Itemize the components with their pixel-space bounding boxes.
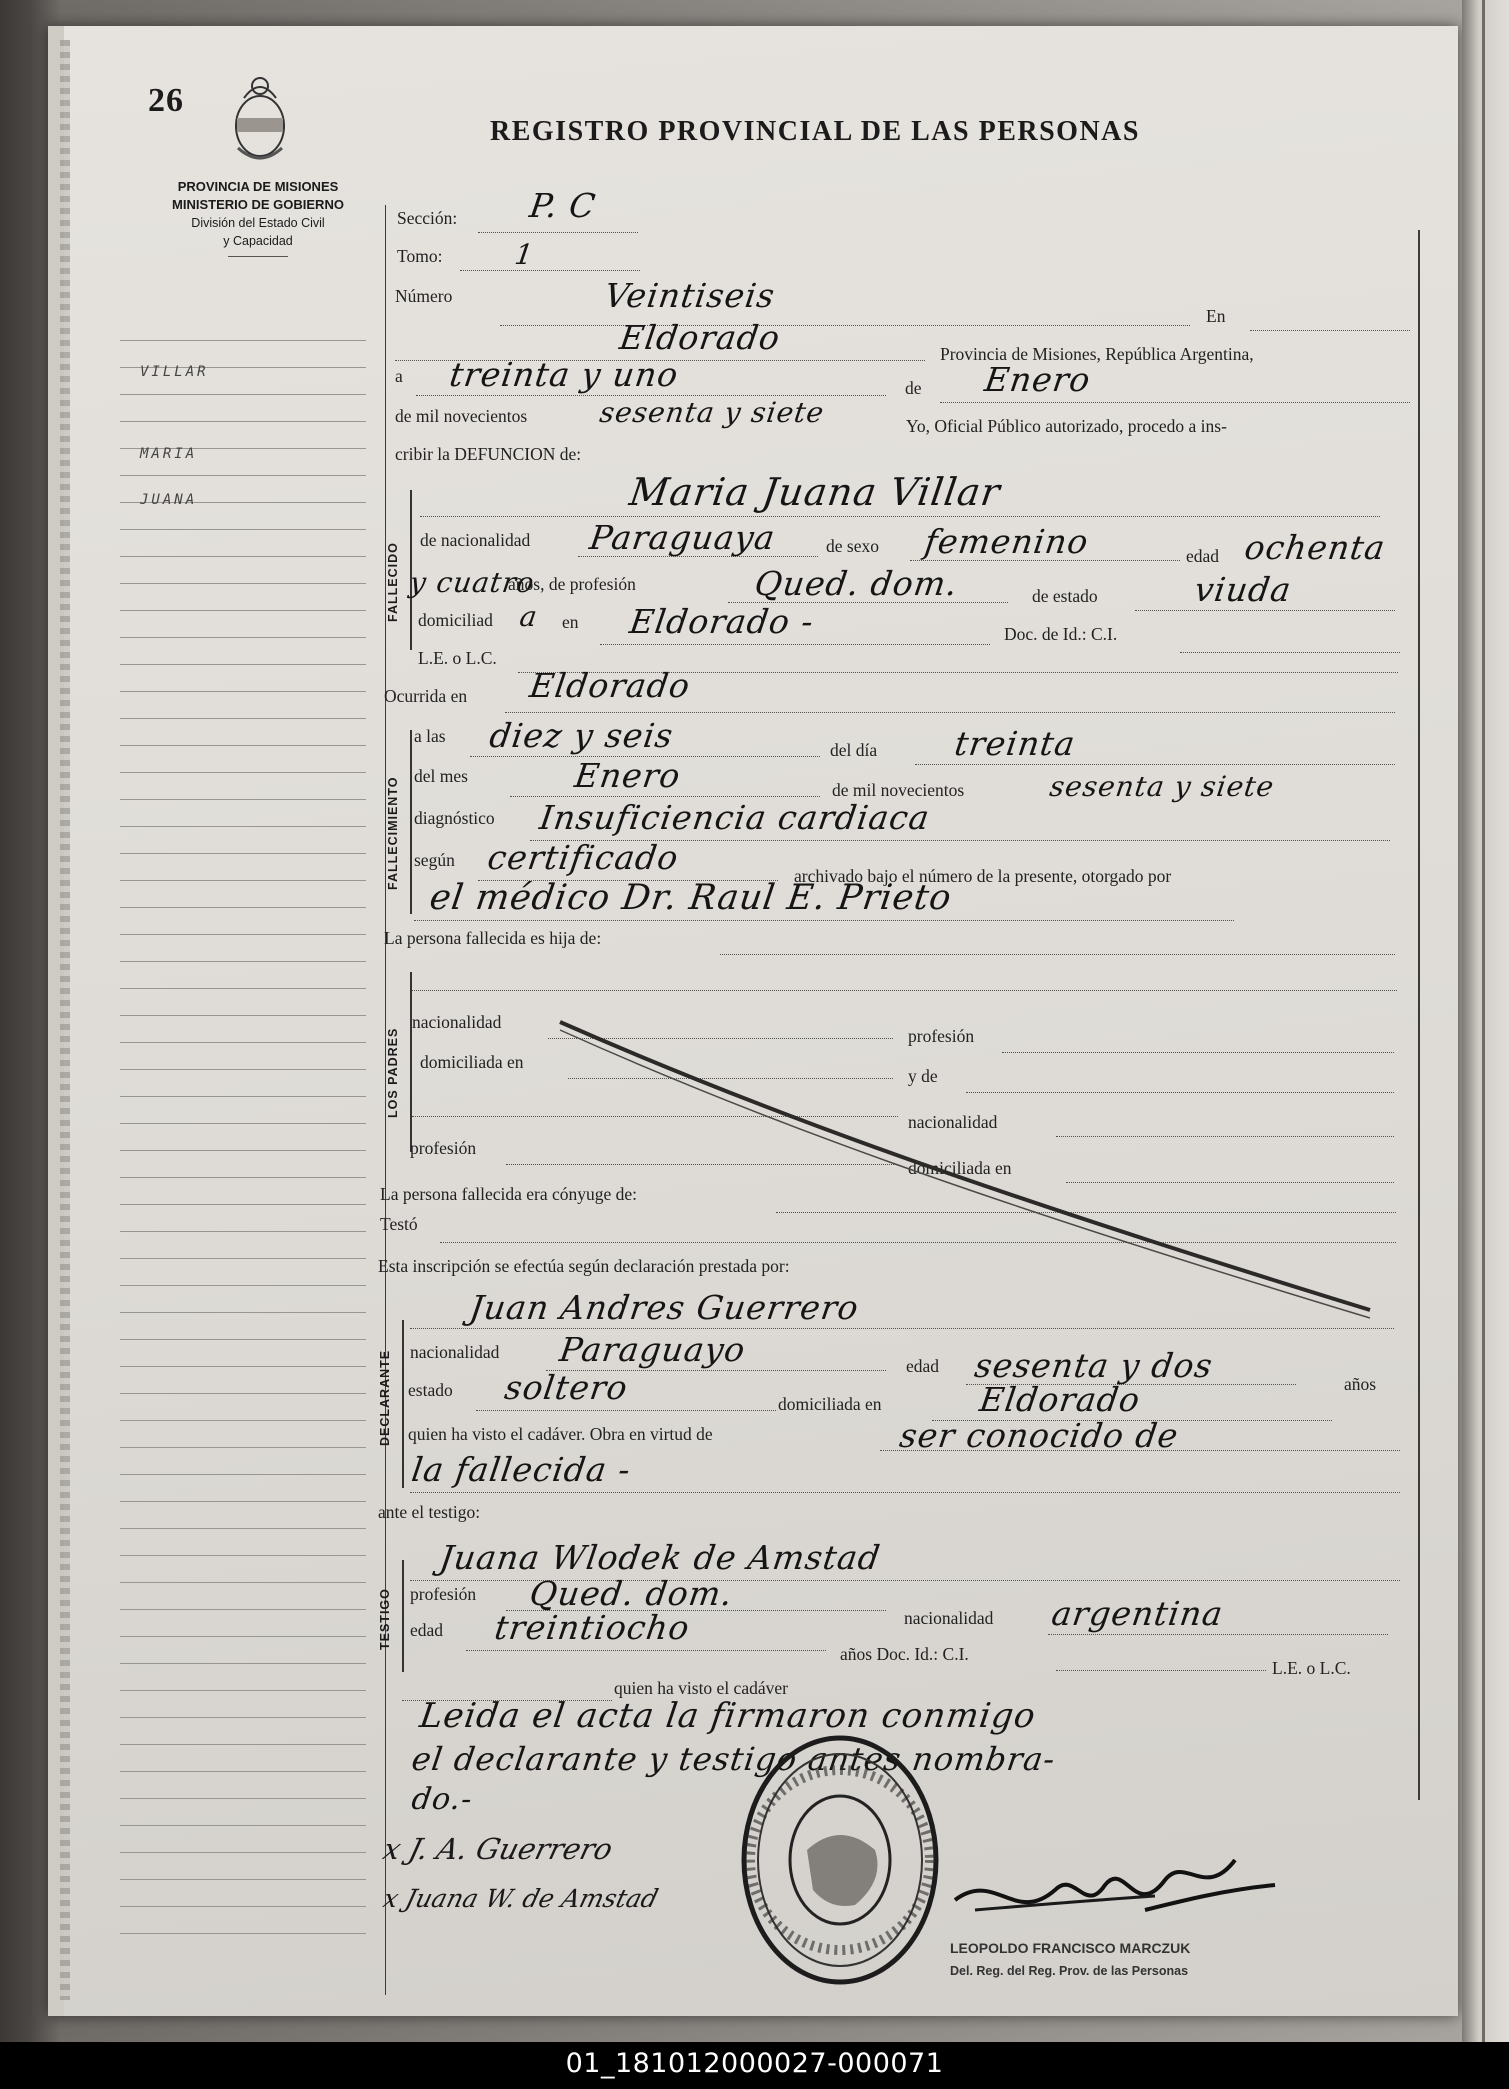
value-domicilio: Eldorado - xyxy=(627,602,817,641)
witness-signature: x Juana W. de Amstad xyxy=(380,1884,662,1913)
value-declarante-virtud-cont: la fallecida - xyxy=(409,1450,634,1489)
image-caption: 01_181012000027-000071 xyxy=(565,2048,944,2079)
value-segun: certificado xyxy=(485,838,682,877)
dots xyxy=(410,1328,1394,1329)
office-line: y Capacidad xyxy=(223,234,293,248)
value-testigo-profesion: Qued. dom. xyxy=(527,1574,736,1613)
label-edad-declarante: edad xyxy=(906,1356,940,1376)
label-visto-testigo: quien ha visto el cadáver xyxy=(614,1678,788,1698)
value-edad: ochenta xyxy=(1242,528,1389,567)
label-ante-testigo: ante el testigo: xyxy=(378,1502,481,1522)
value-declarante-nacionalidad: Paraguayo xyxy=(557,1330,749,1369)
folio-number: 26 xyxy=(148,82,184,119)
value-lugar: Eldorado xyxy=(617,318,783,357)
value-testigo-nacionalidad: argentina xyxy=(1049,1594,1226,1633)
label-nacionalidad-testigo: nacionalidad xyxy=(904,1608,994,1628)
office-line: División del Estado Civil xyxy=(191,216,325,230)
label-a: a xyxy=(395,366,403,386)
label-conyuge: La persona fallecida era cónyuge de: xyxy=(380,1184,638,1204)
office-line: PROVINCIA DE MISIONES xyxy=(177,179,339,194)
declarant-signature: x J. A. Guerrero xyxy=(379,1832,617,1866)
margin-note-name: MARIA xyxy=(140,446,198,462)
value-hora: diez y seis xyxy=(487,716,676,755)
register-title: REGISTRO PROVINCIAL DE LAS PERSONAS xyxy=(490,116,1140,147)
closing-line-1: Leida el acta la firmaron conmigo xyxy=(417,1696,1039,1736)
dots xyxy=(466,1650,826,1651)
value-declarante-edad: sesenta y dos xyxy=(972,1346,1216,1385)
dots xyxy=(1056,1670,1266,1671)
label-domiciliada-madre: domiciliada en xyxy=(908,1158,1012,1178)
value-diagnostico: Insuficiencia cardiaca xyxy=(537,798,933,837)
label-mil-novecientos: de mil novecientos xyxy=(395,406,528,426)
margin-note-surname: VILLAR xyxy=(140,364,209,380)
value-mes: Enero xyxy=(982,360,1094,399)
value-declarante-estado: soltero xyxy=(502,1368,631,1407)
dots xyxy=(476,1410,776,1411)
label-seccion: Sección: xyxy=(397,208,458,228)
official-signature-icon xyxy=(935,1830,1295,1940)
value-medico: el médico Dr. Raul E. Prieto xyxy=(427,878,955,918)
label-a-las: a las xyxy=(414,726,446,746)
office-line: MINISTERIO DE GOBIERNO xyxy=(172,197,344,212)
margin-note-name2: JUANA xyxy=(140,492,198,508)
label-nacionalidad-declarante: nacionalidad xyxy=(410,1342,500,1362)
label-del-mes: del mes xyxy=(414,766,468,786)
label-segun: según xyxy=(414,850,455,870)
section-label-fallecido: FALLECIDO xyxy=(386,542,400,622)
label-del-dia: del día xyxy=(830,740,878,760)
dots xyxy=(410,1492,1400,1493)
value-nacionalidad: Paraguaya xyxy=(587,518,778,557)
value-testigo-edad: treintiocho xyxy=(492,1608,693,1647)
value-testigo-nombre: Juana Wlodek de Amstad xyxy=(437,1538,884,1577)
label-diagnostico: diagnóstico xyxy=(414,808,495,828)
label-estado: de estado xyxy=(1032,586,1098,606)
label-nacionalidad-padre: nacionalidad xyxy=(412,1012,502,1032)
label-numero: Número xyxy=(395,286,453,306)
value-nombre: Maria Juana Villar xyxy=(626,470,1004,514)
label-en: en xyxy=(562,612,579,632)
label-le-lc: L.E. o L.C. xyxy=(418,648,497,668)
value-declarante-domicilio: Eldorado xyxy=(977,1380,1143,1419)
official-title: Del. Reg. del Reg. Prov. de las Personas xyxy=(950,1964,1189,1978)
section-label-testigo: TESTIGO xyxy=(378,1588,392,1650)
value-dia-fallecimiento: treinta xyxy=(952,724,1079,763)
label-profesion-madre: profesión xyxy=(410,1138,477,1158)
value-declarante-virtud: ser conocido de xyxy=(897,1416,1182,1455)
official-seal-icon xyxy=(735,1730,945,1990)
label-archivado: archivado bajo el número de la presente, otorgado por xyxy=(794,866,1172,886)
value-anio: sesenta y siete xyxy=(597,396,827,429)
value-edad-cont: y cuatro xyxy=(407,566,537,599)
label-de: de xyxy=(905,378,922,398)
section-label-padres: LOS PADRES xyxy=(386,1027,400,1118)
label-ocurrida: Ocurrida en xyxy=(384,686,468,706)
value-sexo: femenino xyxy=(922,522,1092,561)
label-edad: edad xyxy=(1186,546,1220,566)
section-bracket xyxy=(402,1560,404,1672)
closing-line-3: do.- xyxy=(409,1782,475,1817)
closing-line-2: el declarante y testigo antes nombra- xyxy=(409,1740,1059,1778)
value-declarante-nombre: Juan Andres Guerrero xyxy=(467,1288,862,1327)
label-en: En xyxy=(1206,306,1226,326)
section-label-declarante: DECLARANTE xyxy=(378,1349,392,1446)
label-inscripcion: Esta inscripción se efectúa según declaración prestada por: xyxy=(378,1256,790,1276)
label-domiciliada-declarante: domiciliada en xyxy=(778,1394,882,1414)
value-dia: treinta y uno xyxy=(447,355,682,394)
label-hija: La persona fallecida es hija de: xyxy=(384,928,602,948)
section-bracket xyxy=(402,1320,404,1488)
value-numero: Veintiseis xyxy=(602,276,778,315)
value-estado: viuda xyxy=(1192,570,1294,609)
value-anio-fallecimiento: sesenta y siete xyxy=(1047,770,1277,803)
label-domiciliada-padre: domiciliada en xyxy=(420,1052,524,1072)
label-edad-testigo: edad xyxy=(410,1620,444,1640)
label-profesion-padre: profesión xyxy=(908,1026,975,1046)
label-provincia: Provincia de Misiones, República Argentina, xyxy=(940,344,1254,364)
dots xyxy=(1048,1634,1388,1635)
value-lugar-fallecimiento: Eldorado xyxy=(527,666,693,705)
label-estado-declarante: estado xyxy=(408,1380,453,1400)
value-seccion: P. C xyxy=(527,186,599,225)
label-testo: Testó xyxy=(380,1214,418,1234)
value-domicilio-suffix: a xyxy=(517,600,541,633)
label-anios-declarante: años xyxy=(1344,1374,1377,1394)
official-name: LEOPOLDO FRANCISCO MARCZUK xyxy=(950,1940,1191,1956)
value-tomo: 1 xyxy=(512,238,537,271)
label-doc: Doc. de Id.: C.I. xyxy=(1004,624,1118,644)
label-anios-doc-testigo: años Doc. Id.: C.I. xyxy=(840,1644,969,1664)
label-profesion-testigo: profesión xyxy=(410,1584,477,1604)
label-y-de: y de xyxy=(908,1066,938,1086)
section-label-fallecimiento: FALLECIMIENTO xyxy=(386,776,400,890)
label-le-lc-testigo: L.E. o L.C. xyxy=(1272,1658,1351,1678)
label-domiciliad: domiciliad xyxy=(418,610,493,630)
label-tomo: Tomo: xyxy=(397,246,443,266)
label-mil-novecientos: de mil novecientos xyxy=(832,780,965,800)
label-nacionalidad-madre: nacionalidad xyxy=(908,1112,998,1132)
value-mes-fallecimiento: Enero xyxy=(572,756,684,795)
label-oficial: Yo, Oficial Público autorizado, procedo a ins- xyxy=(906,416,1227,436)
label-nacionalidad: de nacionalidad xyxy=(420,530,531,550)
label-visto-declarante: quien ha visto el cadáver. Obra en virtud de xyxy=(408,1424,713,1444)
label-cribir: cribir la DEFUNCION de: xyxy=(395,444,582,464)
label-sexo: de sexo xyxy=(826,536,879,556)
label-anios-profesion: años, de profesión xyxy=(508,574,636,594)
value-profesion: Qued. dom. xyxy=(752,564,961,603)
